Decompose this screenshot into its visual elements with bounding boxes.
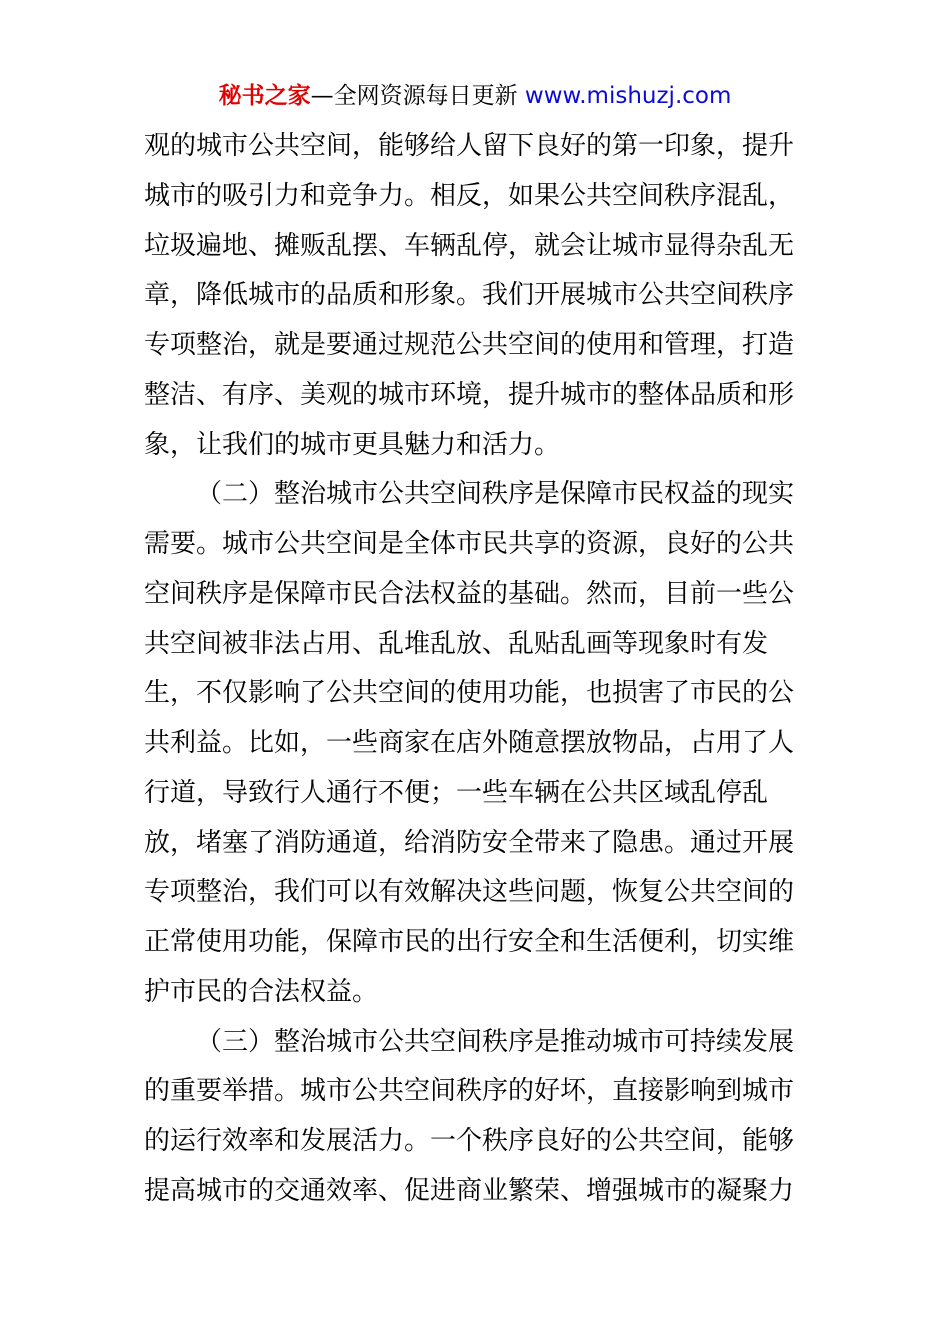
text-line: 需要。城市公共空间是全体市民共享的资源，良好的公共: [144, 529, 795, 559]
text-line: 行道，导致行人通行不便；一些车辆在公共区域乱停乱: [144, 777, 769, 808]
text-line: 象，让我们的城市更具魅力和活力。: [144, 429, 561, 460]
site-url-link[interactable]: www.mishuzj.com: [524, 83, 732, 109]
page-header: [0, 80, 950, 112]
text-line: 正常使用功能，保障市民的出行安全和生活便利，切实维: [144, 927, 795, 957]
text-line: 的重要举措。城市公共空间秩序的好坏，直接影响到城市: [144, 1076, 795, 1107]
document-body: [144, 122, 809, 1217]
text-line: 专项整治，就是要通过规范公共空间的使用和管理，打造: [144, 330, 795, 360]
header-tagline: —全网资源每日更新: [310, 83, 525, 109]
text-line: 垃圾遍地、摊贩乱摆、车辆乱停，就会让城市显得杂乱无: [144, 230, 795, 261]
text-line: 提高城市的交通效率、促进商业繁荣、增强城市的凝聚力: [144, 1175, 795, 1206]
text-line: 空间秩序是保障市民合法权益的基础。然而，目前一些公: [144, 578, 795, 609]
brand-name: 秘书之家: [218, 83, 311, 109]
text-line: 专项整治，我们可以有效解决这些问题，恢复公共空间的: [144, 877, 795, 908]
section-heading-2: （二）整治城市公共空间秩序是保障市民权益的现实: [196, 479, 795, 510]
text-line: 放，堵塞了消防通道，给消防安全带来了隐患。通过开展: [144, 827, 795, 858]
text-line: 城市的吸引力和竞争力。相反，如果公共空间秩序混乱，: [144, 180, 795, 211]
text-line: 护市民的合法权益。: [144, 976, 379, 1007]
text-line: 观的城市公共空间，能够给人留下良好的第一印象，提升: [144, 131, 795, 161]
text-line: 共利益。比如，一些商家在店外随意摆放物品，占用了人: [144, 728, 795, 758]
section-heading-3: （三）整治城市公共空间秩序是推动城市可持续发展: [196, 1026, 795, 1057]
text-line: 共空间被非法占用、乱堆乱放、乱贴乱画等现象时有发: [144, 628, 769, 659]
text-line: 章，降低城市的品质和形象。我们开展城市公共空间秩序: [144, 280, 795, 311]
text-line: 整洁、有序、美观的城市环境，提升城市的整体品质和形: [144, 379, 795, 410]
text-line: 的运行效率和发展活力。一个秩序良好的公共空间，能够: [144, 1126, 795, 1156]
text-line: 生，不仅影响了公共空间的使用功能，也损害了市民的公: [144, 678, 795, 709]
